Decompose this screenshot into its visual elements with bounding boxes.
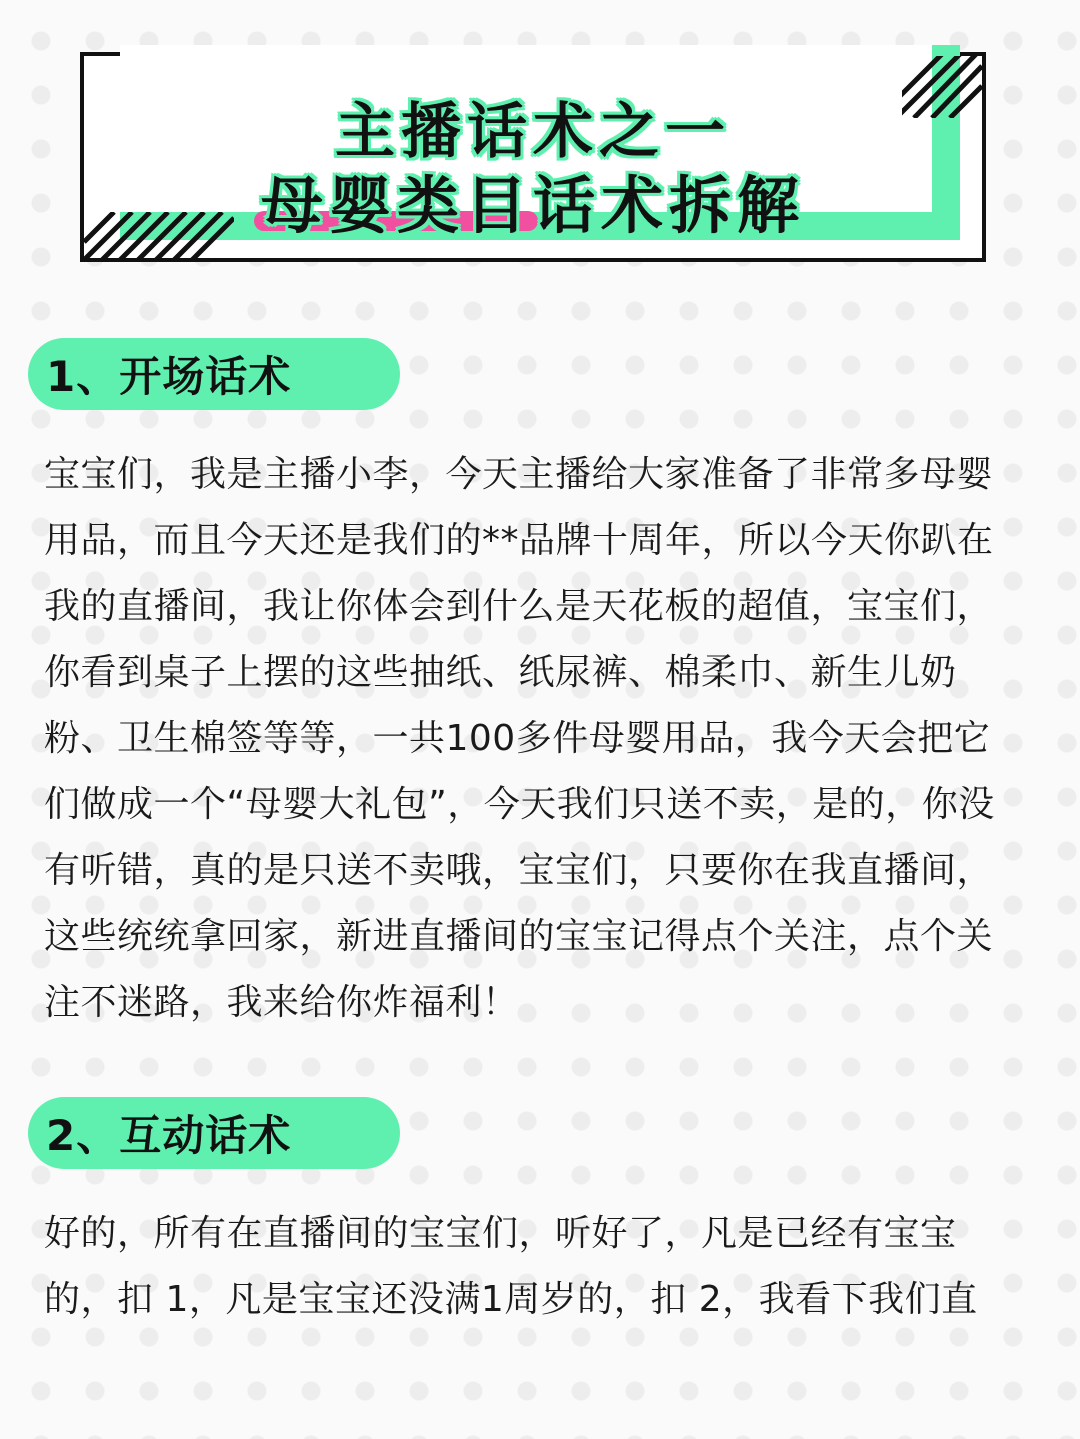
title-line-1: 主播话术之一 bbox=[335, 97, 731, 167]
section-heading-interaction: 2、互动话术 bbox=[28, 1097, 400, 1169]
section-body-interaction: 好的，所有在直播间的宝宝们，听好了，凡是已经有宝宝的，扣 1，凡是宝宝还没满1周岁的，扣 2，我看下我们直 bbox=[44, 1213, 978, 1320]
title-line-2: 母婴类目话术拆解 bbox=[260, 169, 805, 242]
section-heading-opening: 1、开场话术 bbox=[28, 338, 400, 410]
section-body-opening: 宝宝们，我是主播小李，今天主播给大家准备了非常多母婴用品，而且今天还是我们的**品牌十周年，所以今天你趴在我的直播间，我让你体会到什么是天花板的超值，宝宝们，你看到桌子上摆的这些抽纸、纸尿裤、棉柔巾、新生儿奶粉、卫生棉签等等，一共100多件母婴用品，我今天会把它们做成一个“母婴大礼包”，今天我们只送不卖，是的，你没有听错，真的是只送不卖哦，宝宝们，只要你在我直播间，这些统统拿回家，新进直播间的宝宝记得点个关注，点个关注不迷路，我来给你炸福利！ bbox=[44, 454, 995, 1023]
title-banner bbox=[80, 52, 986, 262]
